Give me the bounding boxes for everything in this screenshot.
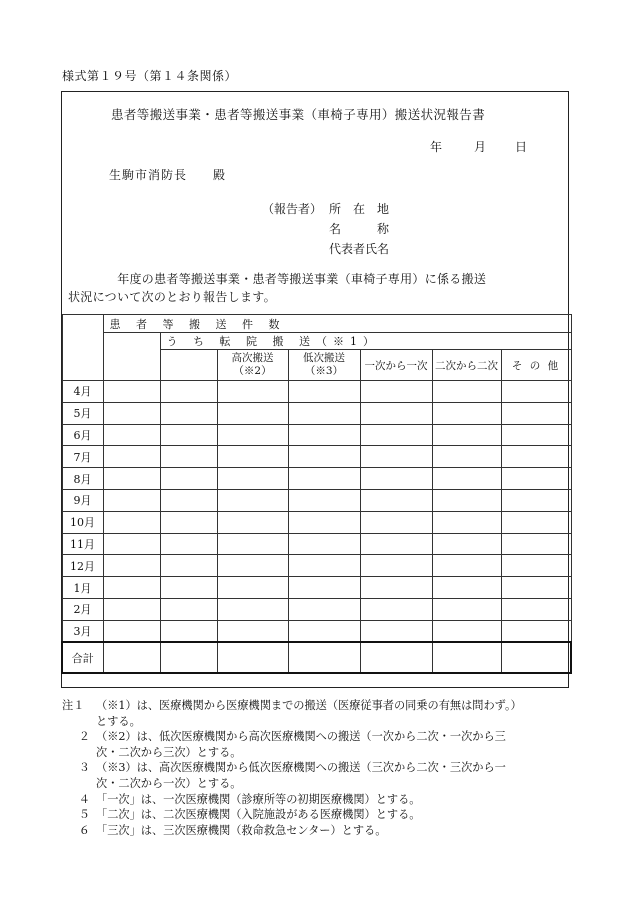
input-cell[interactable] bbox=[217, 381, 288, 403]
note-number: ６ bbox=[78, 823, 90, 837]
reporter-location-label: 所 在 地 bbox=[329, 202, 390, 216]
input-cell[interactable] bbox=[160, 402, 217, 424]
input-cell[interactable] bbox=[103, 402, 160, 424]
header-transfer: う ち 転 院 搬 送（※1） bbox=[160, 333, 571, 350]
input-cell[interactable] bbox=[432, 381, 501, 403]
table-row bbox=[62, 402, 571, 424]
input-cell[interactable] bbox=[160, 511, 217, 533]
input-cell[interactable] bbox=[501, 424, 571, 446]
note-item bbox=[62, 792, 522, 808]
input-cell[interactable] bbox=[217, 598, 288, 620]
month-cell: 7月 bbox=[62, 446, 103, 468]
input-cell[interactable] bbox=[288, 555, 360, 577]
input-cell[interactable] bbox=[501, 511, 571, 533]
input-cell[interactable] bbox=[160, 533, 217, 555]
input-cell[interactable] bbox=[103, 533, 160, 555]
input-cell[interactable] bbox=[360, 424, 432, 446]
table-row bbox=[62, 489, 571, 511]
table-row bbox=[62, 381, 571, 403]
input-cell[interactable] bbox=[103, 577, 160, 599]
input-cell[interactable] bbox=[288, 489, 360, 511]
total-cell[interactable] bbox=[288, 642, 360, 673]
input-cell[interactable] bbox=[217, 402, 288, 424]
note-text: 「二次」は、二次医療機関（入院施設がある医療機関）とする。 bbox=[96, 808, 421, 822]
input-cell[interactable] bbox=[160, 577, 217, 599]
notes-section bbox=[62, 698, 522, 838]
input-cell[interactable] bbox=[288, 446, 360, 468]
input-cell[interactable] bbox=[103, 446, 160, 468]
input-cell[interactable] bbox=[360, 555, 432, 577]
date-month-label: 月 bbox=[474, 140, 487, 154]
note-item bbox=[62, 807, 522, 823]
month-cell: 10月 bbox=[62, 511, 103, 533]
report-text-line-2: 状況について次のとおり報告します。 bbox=[68, 290, 276, 304]
table-row bbox=[62, 555, 571, 577]
total-label-cell: 合計 bbox=[62, 642, 103, 673]
month-cell: 8月 bbox=[62, 468, 103, 490]
note-number: 注１ bbox=[62, 699, 85, 712]
reporter-representative-label: 代表者氏名 bbox=[329, 242, 390, 256]
column-header-secondary-secondary: 二次から二次 bbox=[432, 350, 501, 381]
column-header-high-transfer-line1: 高次搬送 bbox=[231, 352, 274, 364]
input-cell[interactable] bbox=[217, 577, 288, 599]
header-total-count: 患 者 等 搬 送 件 数 bbox=[103, 315, 571, 333]
input-cell[interactable] bbox=[103, 468, 160, 490]
input-cell[interactable] bbox=[160, 598, 217, 620]
input-cell[interactable] bbox=[501, 533, 571, 555]
input-cell[interactable] bbox=[160, 424, 217, 446]
month-cell: 6月 bbox=[62, 424, 103, 446]
note-item bbox=[62, 698, 522, 729]
note-item bbox=[62, 823, 522, 839]
input-cell[interactable] bbox=[103, 489, 160, 511]
total-row bbox=[62, 642, 571, 673]
input-cell[interactable] bbox=[432, 424, 501, 446]
input-cell[interactable] bbox=[360, 489, 432, 511]
input-cell[interactable] bbox=[288, 598, 360, 620]
input-cell[interactable] bbox=[360, 381, 432, 403]
month-cell: 12月 bbox=[62, 555, 103, 577]
input-cell[interactable] bbox=[217, 424, 288, 446]
input-cell[interactable] bbox=[432, 489, 501, 511]
column-header-other: そ の 他 bbox=[501, 350, 571, 381]
addressee: 生駒市消防長 殿 bbox=[109, 168, 227, 182]
reporter-label: （報告者） bbox=[262, 202, 323, 216]
input-cell[interactable] bbox=[103, 555, 160, 577]
input-cell[interactable] bbox=[360, 577, 432, 599]
column-header-high-transfer bbox=[217, 350, 288, 381]
table-row bbox=[62, 577, 571, 599]
column-header-primary-primary: 一次から一次 bbox=[360, 350, 432, 381]
input-cell[interactable] bbox=[103, 620, 160, 642]
total-count-header-cell bbox=[103, 333, 160, 381]
table-row bbox=[62, 468, 571, 490]
input-cell[interactable] bbox=[217, 555, 288, 577]
input-cell[interactable] bbox=[288, 381, 360, 403]
input-cell[interactable] bbox=[217, 511, 288, 533]
note-item bbox=[62, 760, 522, 791]
column-header-low-transfer-line2: （※3） bbox=[304, 365, 344, 377]
month-cell: 1月 bbox=[62, 577, 103, 599]
input-cell[interactable] bbox=[160, 468, 217, 490]
input-cell[interactable] bbox=[501, 446, 571, 468]
input-cell[interactable] bbox=[288, 577, 360, 599]
table-row bbox=[62, 598, 571, 620]
column-header-low-transfer bbox=[288, 350, 360, 381]
total-cell[interactable] bbox=[501, 642, 571, 673]
input-cell[interactable] bbox=[432, 511, 501, 533]
date-year-label: 年 bbox=[430, 140, 443, 154]
input-cell[interactable] bbox=[160, 620, 217, 642]
input-cell[interactable] bbox=[432, 446, 501, 468]
input-cell[interactable] bbox=[501, 598, 571, 620]
input-cell[interactable] bbox=[501, 468, 571, 490]
note-text: （※3）は、高次医療機関から低次医療機関への搬送（三次から二次・三次から一 次・二次から一次）とする。 bbox=[96, 761, 506, 790]
note-number: ２ bbox=[78, 730, 90, 744]
input-cell[interactable] bbox=[160, 555, 217, 577]
table-row bbox=[62, 620, 571, 642]
column-header-low-transfer-line1: 低次搬送 bbox=[303, 352, 345, 364]
input-cell[interactable] bbox=[432, 555, 501, 577]
input-cell[interactable] bbox=[360, 511, 432, 533]
input-cell[interactable] bbox=[288, 511, 360, 533]
note-text: 「一次」は、一次医療機関（診療所等の初期医療機関）とする。 bbox=[96, 792, 421, 806]
month-cell: 2月 bbox=[62, 598, 103, 620]
table-row bbox=[62, 446, 571, 468]
month-cell: 4月 bbox=[62, 381, 103, 403]
total-cell[interactable] bbox=[360, 642, 432, 673]
input-cell[interactable] bbox=[103, 424, 160, 446]
input-cell[interactable] bbox=[432, 577, 501, 599]
input-cell[interactable] bbox=[217, 620, 288, 642]
input-cell[interactable] bbox=[432, 402, 501, 424]
note-text: （※1）は、医療機関から医療機関までの搬送（医療従事者の同乗の有無は問わず。） とする。 bbox=[96, 699, 522, 728]
transfer-count-header-cell bbox=[160, 350, 217, 381]
note-number: ４ bbox=[78, 792, 90, 806]
report-title: 患者等搬送事業・患者等搬送事業（車椅子専用）搬送状況報告書 bbox=[111, 107, 486, 122]
input-cell[interactable] bbox=[501, 381, 571, 403]
input-cell[interactable] bbox=[288, 424, 360, 446]
input-cell[interactable] bbox=[288, 620, 360, 642]
total-cell[interactable] bbox=[160, 642, 217, 673]
input-cell[interactable] bbox=[160, 446, 217, 468]
month-header-cell bbox=[62, 315, 103, 381]
table-row bbox=[62, 511, 571, 533]
input-cell[interactable] bbox=[501, 489, 571, 511]
transport-count-table bbox=[61, 314, 572, 674]
note-number: ５ bbox=[78, 808, 90, 822]
input-cell[interactable] bbox=[103, 598, 160, 620]
input-cell[interactable] bbox=[432, 533, 501, 555]
input-cell[interactable] bbox=[217, 468, 288, 490]
input-cell[interactable] bbox=[360, 402, 432, 424]
input-cell[interactable] bbox=[103, 381, 160, 403]
reporter-name-label: 名 称 bbox=[329, 222, 390, 236]
input-cell[interactable] bbox=[217, 446, 288, 468]
month-cell: 3月 bbox=[62, 620, 103, 642]
note-text: 「三次」は、三次医療機関（救命救急センター）とする。 bbox=[96, 823, 387, 837]
input-cell[interactable] bbox=[501, 620, 571, 642]
total-cell[interactable] bbox=[217, 642, 288, 673]
input-cell[interactable] bbox=[103, 511, 160, 533]
input-cell[interactable] bbox=[217, 489, 288, 511]
input-cell[interactable] bbox=[360, 620, 432, 642]
input-cell[interactable] bbox=[160, 489, 217, 511]
input-cell[interactable] bbox=[360, 598, 432, 620]
note-number: ３ bbox=[78, 761, 90, 775]
input-cell[interactable] bbox=[160, 381, 217, 403]
table-row bbox=[62, 424, 571, 446]
note-text: （※2）は、低次医療機関から高次医療機関への搬送（一次から二次・一次から三 次・二次から三次）とする。 bbox=[96, 730, 506, 759]
month-cell: 9月 bbox=[62, 489, 103, 511]
input-cell[interactable] bbox=[360, 446, 432, 468]
total-cell[interactable] bbox=[432, 642, 501, 673]
input-cell[interactable] bbox=[501, 577, 571, 599]
input-cell[interactable] bbox=[501, 555, 571, 577]
input-cell[interactable] bbox=[432, 620, 501, 642]
total-cell[interactable] bbox=[103, 642, 160, 673]
note-item bbox=[62, 729, 522, 760]
input-cell[interactable] bbox=[360, 468, 432, 490]
input-cell[interactable] bbox=[432, 598, 501, 620]
input-cell[interactable] bbox=[288, 402, 360, 424]
table-row bbox=[62, 533, 571, 555]
column-header-high-transfer-line2: （※2） bbox=[233, 365, 272, 377]
input-cell[interactable] bbox=[360, 533, 432, 555]
input-cell[interactable] bbox=[501, 402, 571, 424]
month-cell: 11月 bbox=[62, 533, 103, 555]
form-number: 様式第１９号（第１４条関係） bbox=[62, 69, 238, 83]
input-cell[interactable] bbox=[217, 533, 288, 555]
month-cell: 5月 bbox=[62, 402, 103, 424]
date-day-label: 日 bbox=[515, 140, 528, 154]
input-cell[interactable] bbox=[288, 468, 360, 490]
report-text-line-1: 年度の患者等搬送事業・患者等搬送事業（車椅子専用）に係る搬送 bbox=[68, 272, 487, 286]
input-cell[interactable] bbox=[288, 533, 360, 555]
input-cell[interactable] bbox=[432, 468, 501, 490]
